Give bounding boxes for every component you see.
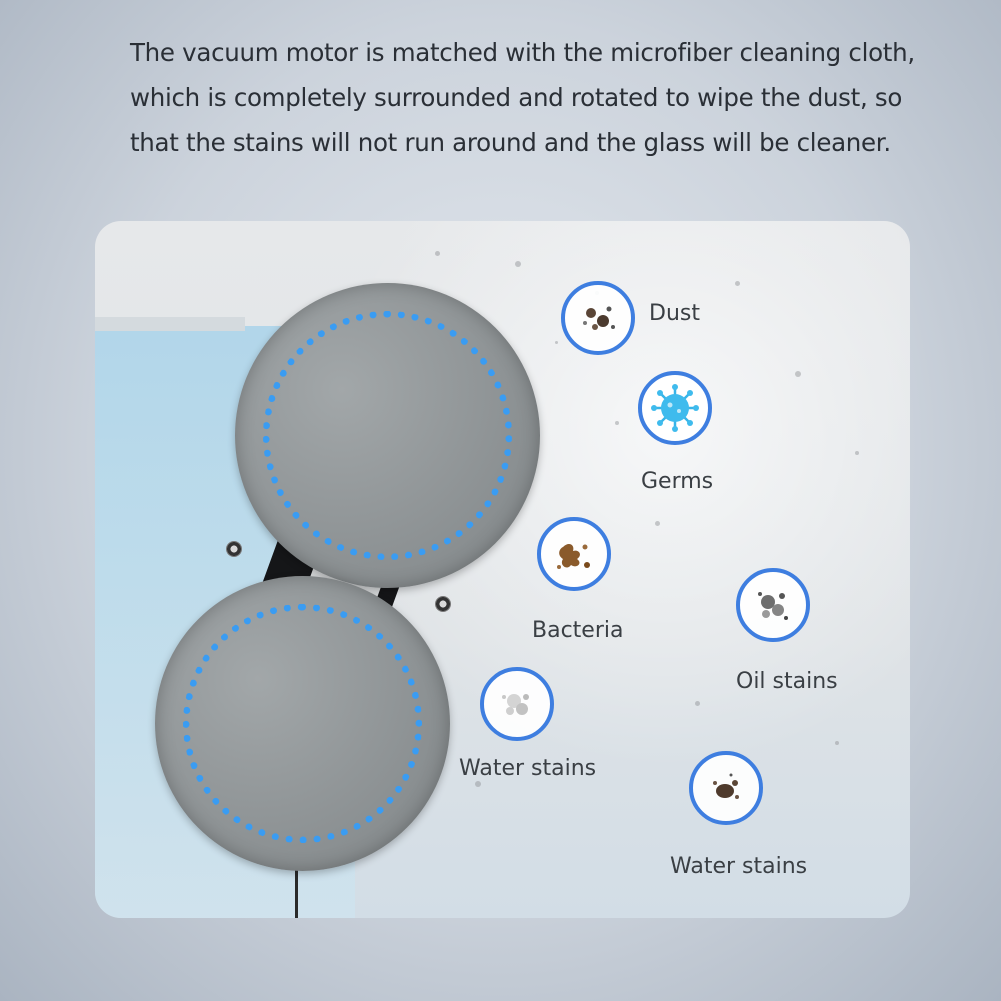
dirt-speck [655,521,660,526]
dust-icon [561,281,635,355]
dirt-speck [795,371,801,377]
dirt-speck [855,451,859,455]
dirt-speck [735,281,740,286]
germ-icon [638,371,712,445]
water-stain-dark-icon [689,751,763,825]
dust-label: Dust [649,301,700,326]
water-stains-label-2: Water stains [670,854,808,879]
microfiber-pad-bottom [155,576,450,871]
bacteria-icon [537,517,611,591]
dirt-speck [555,341,558,344]
water-stain-icon [480,667,554,741]
microfiber-pad-top [235,283,540,588]
dirt-speck [615,421,619,425]
dirt-speck [835,741,839,745]
water-stains-label-1: Water stains [459,756,597,781]
oil-stains-label: Oil stains [736,669,838,694]
rotation-ring [263,311,512,560]
window-frame [95,317,245,331]
headline-text [130,30,915,165]
headline-line-1: The vacuum motor is matched with the microfiber cleaning cloth, [130,38,915,67]
screw-icon [226,541,242,557]
dirt-speck [435,251,440,256]
screw-icon [435,596,451,612]
bacteria-label: Bacteria [532,618,624,643]
germs-label: Germs [641,469,714,494]
headline-line-2: which is completely surrounded and rotated to wipe the dust, so [130,83,903,112]
dirt-speck [475,781,481,787]
oil-stain-icon [736,568,810,642]
dirt-speck [695,701,700,706]
headline-line-3: that the stains will not run around and the glass will be cleaner. [130,128,891,157]
window-glass-scene [95,221,910,918]
dirt-speck [515,261,521,267]
rotation-ring [183,604,422,843]
